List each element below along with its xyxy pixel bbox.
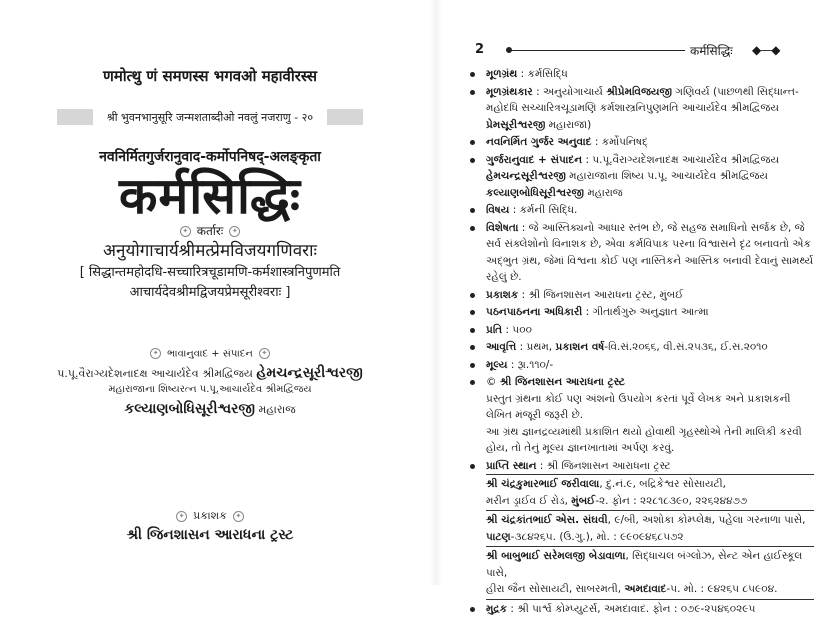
- translator-line1-prefix: પ.પૂ.વૈરાગ્યદેશનાદક્ષ આચાર્યદેવ શ્રીમદ્વિજય: [57, 367, 253, 380]
- ornament-icon: ✦: [259, 348, 270, 359]
- item-value: શ્રી જિનશાસન આરાધના ટ્રસ્ટ, મુંબઈ: [528, 288, 684, 301]
- item-value: પ્રથમ,: [526, 341, 553, 353]
- page-number: 2: [475, 42, 485, 57]
- item-value: શ્રી જિનશાસન આરાધના ટ્રસ્ટ: [546, 459, 671, 472]
- address-city: અમદાવાદ: [624, 583, 667, 595]
- item-value-bold: શ્રીપ્રેમવિજયજી: [606, 85, 672, 98]
- author-label: कर्तारः: [196, 224, 224, 238]
- item-value: મહારાજાના શિષ્ય પ.પૂ. આચાર્યદેવ શ્રીમદ્વિજય: [569, 170, 769, 182]
- item-value: શ્રી પાર્શ્વ કોમ્પ્યુટર્સ, અમદાવાદ. ફોન : ૦૭૯-૨૫૪૬૦૨૯૫: [517, 602, 756, 615]
- author-name: अनुयोगाचार्यश्रीमत्प्रेमविजयगणिवराः: [103, 241, 317, 261]
- series-label: श्री भुवनभानुसूरि जन्मशताब्दीओ नवलुं नजराणु - २०: [106, 110, 314, 124]
- colophon-list: [468, 66, 814, 618]
- address-block: [486, 546, 814, 600]
- item-value-bold: પ્રકાશન વર્ષ: [555, 341, 605, 353]
- author-label-row: [0, 222, 420, 239]
- translator-suffix: મહારાજ: [258, 403, 296, 416]
- item-value: ૫૦૦: [512, 323, 532, 336]
- copyright-icon: ©: [486, 376, 497, 388]
- item-value: ગીતાર્થગુરુ અનુજ્ઞાત આત્મા: [592, 306, 709, 318]
- item-value: રૂા.૧૧૦/-: [517, 358, 554, 371]
- ornament-icon: ✦: [229, 226, 240, 237]
- publisher-name: શ્રી જિનશાસન આરાધના ટ્રસ્ટ: [126, 527, 294, 543]
- address-phone: -૫. મો. : ૯૪૨૬૫ ૮૫૯૦૪.: [666, 583, 778, 595]
- item-value-bold: હેમચન્દ્રસૂરીશ્વરજી: [486, 170, 566, 182]
- book-title: कर्मसिद्धिः: [118, 166, 302, 225]
- banner-block-right: [327, 109, 363, 125]
- list-item-navnirmit: નવનિર્મિત ગુર્જર અનુવાદ : કર્મોપનિષદ્: [468, 134, 814, 151]
- item-label: મૂળગ્રંથકાર: [486, 85, 533, 98]
- translator-line1: [0, 365, 420, 381]
- item-label: ગુર્જરાનુવાદ + સંપાદન: [486, 153, 583, 166]
- copyright-note: આ ગ્રંથ જ્ઞાનદ્રવ્યમાંથી પ્રકાશિત થયો હોવાથી ગૃહસ્થોએ તેની માલિકી કરવી હોય, તો તેનું મૂલ્ય જ્ઞાનખાતામાં અર્પણ કરવું.: [486, 425, 802, 454]
- ornament-icon: ✦: [176, 511, 187, 522]
- address-line: , ૯/બી, અશોકા કોમ્પ્લેક્ષ, પહેલા ગરનાળા પાસે,: [607, 514, 806, 526]
- list-item-mulgranthkar: મૂળગ્રંથકાર : અનુયોગાચાર્ય શ્રીપ્રેમવિજયજી ગણિવર્ય (પાછળથી સિદ્ધાન્ત-મહોદધિ સચ્ચારિત્રચૂડામણિ કર્મશાસ્ત્રનિપુણમતિ આચાર્યદેવ શ્રીમદ્વિજય પ્રેમસૂરીશ્વરજી મહારાજા): [468, 84, 814, 134]
- list-item-visheshta: વિશેષતા : જે આસ્તિક્યનો આધાર સ્તંભ છે, જે સહજ સમાધિનો સર્જક છે, જે સર્વ સંક્લેશોનો વિનાશક છે, એવા કર્મવિપાક પરના વિશ્વાસને દૃઢ બનાવતો એક અદ્ભુત ગ્રંથ, જેમાં વિશ્વના કોઈ પણ નાસ્તિકને આસ્તિક બનાવી દેવાનું સામર્થ્ય રહેલું છે.: [468, 220, 814, 286]
- item-label: વિષય: [486, 204, 510, 216]
- running-head-title: कर्मसिद्धिः: [690, 44, 733, 58]
- address-line: હીરા જૈન સોસાયટી, સાબરમતી,: [486, 583, 622, 595]
- author-titles-line2: आचार्यदेवश्रीमद्विजयप्रेमसूरीश्वराः ]: [129, 285, 291, 300]
- list-item-gurjaranuvad: ગુર્જરાનુવાદ + સંપાદન : પ.પૂ.વૈરાગ્યદેશનાદક્ષ આચાર્યદેવ શ્રીમદ્વિજય હેમચન્દ્રસૂરીશ્વરજી મહારાજાના શિષ્ય પ.પૂ. આચાર્યદેવ શ્રીમદ્વિજય કલ્યાણબોધિસૂરીશ્વરજી મહારાજ: [468, 152, 814, 202]
- item-value: મહારાજા): [548, 118, 592, 131]
- item-label: વિશેષતા: [486, 221, 519, 234]
- list-item-avrutti: આવૃત્તિ : પ્રથમ, પ્રકાશન વર્ષ-વિ.સં.૨૦૬૬, વી.સં.૨૫૩૬, ઈ.સ.૨૦૧૦: [468, 339, 814, 356]
- item-label: મૂલ્ય: [486, 358, 508, 371]
- series-banner: [0, 108, 420, 126]
- address-line: મરીન ડ્રાઈવ ઈ રોડ,: [486, 494, 568, 507]
- copyright-note: પ્રસ્તુત ગ્રંથના કોઈ પણ અંશનો ઉપયોગ કરતાં પૂર્વે લેખક અને પ્રકાશકની લેખિત મંજૂરી જરૂરી છે.: [486, 392, 791, 421]
- book-spine: [430, 0, 442, 585]
- address-phone: -૩૮૪૨૬૫. (ઉ.ગુ.), મો. : ૯૯૦૯૪૬૮૫૭૨: [510, 530, 684, 543]
- list-item-mulya: મૂલ્ય : રૂા.૧૧૦/-: [468, 357, 814, 374]
- translator-guru-name: હેમચન્દ્રસૂરીશ્વરજી: [256, 365, 363, 381]
- list-item-prati: પ્રતિ : ૫૦૦: [468, 322, 814, 339]
- translator-name: કલ્યાણબોધિસૂરીશ્વરજી: [124, 401, 256, 417]
- right-page: [450, 0, 828, 615]
- item-label: પઠનપાઠનના અધિકારી: [486, 306, 583, 318]
- item-value: કર્મની સિદ્ધિ.: [519, 204, 578, 216]
- item-value: જે આસ્તિક્યનો આધાર સ્તંભ છે, જે સહજ સમાધિનો સર્જક છે, જે સર્વ સંક્લેશોનો વિનાશક છે, એવા કર્મવિપાક પરના વિશ્વાસને દૃઢ બનાવતો એક અદ્ભુત ગ્રંથ, જેમાં વિશ્વના કોઈ પણ નાસ્તિકને આસ્તિક બનાવી દેવાનું સામર્થ્ય રહેલું છે.: [486, 221, 814, 283]
- diamond-ornament-icon: ◆—◆: [752, 43, 780, 57]
- item-label: મુદ્રક: [486, 602, 508, 615]
- list-item-vishay: વિષય : કર્મની સિદ્ધિ.: [468, 202, 814, 219]
- ornament-icon: ✦: [150, 348, 161, 359]
- header-rule: [510, 50, 685, 51]
- translator-line2: મહારાજાના શિષ્યરત્ન પ.પૂ.આચાર્યદેવ શ્રીમદ્વિજય: [108, 384, 312, 395]
- address-phone: -૨. ફોન : ૨૨૮૧૮૩૯૦, ૨૨૬૨૪૪૭૭: [595, 494, 748, 507]
- item-value-bold: પ્રેમસૂરીશ્વરજી: [486, 118, 546, 131]
- list-item-adhikari: પઠનપાઠનના અધિકારી : ગીતાર્થગુરુ અનુજ્ઞાત આત્મા: [468, 304, 814, 321]
- list-item-copyright: [468, 374, 814, 457]
- address-name: શ્રી બાબુભાઈ સરેમલજી બેડાવાળા: [486, 550, 626, 562]
- item-value: ગણિવર્ય (પાછળથી સિદ્ધાન્ત-મહોદધિ સચ્ચારિત્રચૂડામણિ કર્મશાસ્ત્રનિપુણમતિ આચાર્યદેવ શ્રીમદ્વિજય: [486, 85, 799, 114]
- item-label: પ્રતિ: [486, 323, 503, 336]
- item-label: આવૃત્તિ: [486, 341, 517, 353]
- item-label: મૂળગ્રંથ: [486, 68, 518, 80]
- address-line: , દુ.નં.૯, બદ્રિકેશ્વર સોસાયટી,: [599, 478, 726, 490]
- copyright-holder: શ્રી જિનશાસન આરાધના ટ્રસ્ટ: [499, 376, 625, 388]
- list-item-prakashak: પ્રકાશક : શ્રી જિનશાસન આરાધના ટ્રસ્ટ, મુંબઈ: [468, 287, 814, 304]
- address-block: [486, 510, 814, 546]
- item-label: પ્રકાશક: [486, 288, 519, 301]
- ornament-icon: ✦: [180, 226, 191, 237]
- address-name: શ્રી ચંદ્રકાંતભાઈ એસ. સંઘવી: [486, 514, 608, 526]
- list-item-prapti: પ્રાપ્તિ સ્થાન : શ્રી જિનશાસન આરાધના ટ્રસ્ટ શ્રી ચંદ્રકુમારભાઈ જરીવાલા, દુ.નં.૯, બદ્રિકેશ્વર સોસાયટી, મરીન ડ્રાઈવ ઈ રોડ, મુંબઈ-૨. ફોન : ૨૨૮૧૮૩૯૦, ૨૨૬૨૪૪૭૭ શ્રી ચંદ્રકાંતભાઈ એસ. સંઘવી, ૯/બી, અશોકા કોમ્પ્લેક્ષ, પહેલા ગરનાળા પાસે, પાટણ-૩૮૪૨૬૫. (ઉ.ગુ.), મો. : ૯૯૦૯૪૬૮૫૭૨ શ્રી બાબુભાઈ સરેમલજી બેડાવાળા, સિદ્ધાચલ બંગ્લોઝ, સેન્ટ એન હાઈસ્કૂલ પાસે, હીરા જૈન સોસાયટી, સાબરમતી, અમદાવાદ-૫. મો. : ૯૪૨૬૫ ૮૫૯૦૪.: [468, 458, 814, 600]
- translator-label-row: [0, 348, 420, 360]
- item-value-bold: કલ્યાણબોધિસૂરીશ્વરજી: [486, 186, 584, 199]
- address-name: શ્રી ચંદ્રકુમારભાઈ જરીવાલા: [486, 478, 600, 490]
- invocation: णमोत्थु णं समणस्स भगवओ महावीरस्स: [102, 67, 317, 85]
- item-value: અનુયોગાચાર્ય: [542, 85, 603, 98]
- translator-label: ભાવાનુવાદ + સંપાદન: [167, 348, 253, 360]
- item-value: પ.પૂ.વૈરાગ્યદેશનાદક્ષ આચાર્યદેવ શ્રીમદ્વિજય: [592, 153, 780, 166]
- item-label: નવનિર્મિત ગુર્જર અનુવાદ: [486, 136, 592, 148]
- translator-line3: [0, 401, 420, 417]
- address-block: [486, 474, 814, 510]
- left-page: [0, 0, 420, 585]
- item-value: મહારાજ: [587, 186, 623, 199]
- item-value: -વિ.સં.૨૦૬૬, વી.સં.૨૫૩૬, ઈ.સ.૨૦૧૦: [604, 341, 768, 353]
- publisher-label-row: [0, 509, 420, 523]
- ornament-icon: ✦: [233, 511, 244, 522]
- list-item-mulgranth: મૂળગ્રંથ : કર્મસિદ્ધિ: [468, 66, 814, 83]
- item-value: કર્મોપનિષદ્: [601, 136, 648, 148]
- running-header: [450, 42, 828, 60]
- list-item-mudrak: મુદ્રક : શ્રી પાર્શ્વ કોમ્પ્યુટર્સ, અમદાવાદ. ફોન : ૦૭૯-૨૫૪૬૦૨૯૫: [468, 601, 814, 618]
- author-titles-line1: [ सिद्धान्तमहोदधि-सच्चारित्रचूडामणि-कर्मशास्त्रनिपुणमति: [79, 265, 341, 280]
- item-value: કર્મસિદ્ધિ: [527, 68, 568, 80]
- banner-block-left: [57, 109, 93, 125]
- subtitle: नवनिर्मितगुर्जरानुवाद-कर्मोपनिषद्-अलङ्कृता: [99, 149, 321, 165]
- address-city: પાટણ: [486, 530, 511, 543]
- item-label: પ્રાપ્તિ સ્થાન: [486, 459, 537, 472]
- publisher-label: પ્રકાશક: [193, 509, 227, 522]
- address-city: મુંબઈ: [571, 494, 596, 507]
- address-line: , સિદ્ધાચલ બંગ્લોઝ, સેન્ટ એન હાઈસ્કૂલ પાસે,: [486, 550, 803, 579]
